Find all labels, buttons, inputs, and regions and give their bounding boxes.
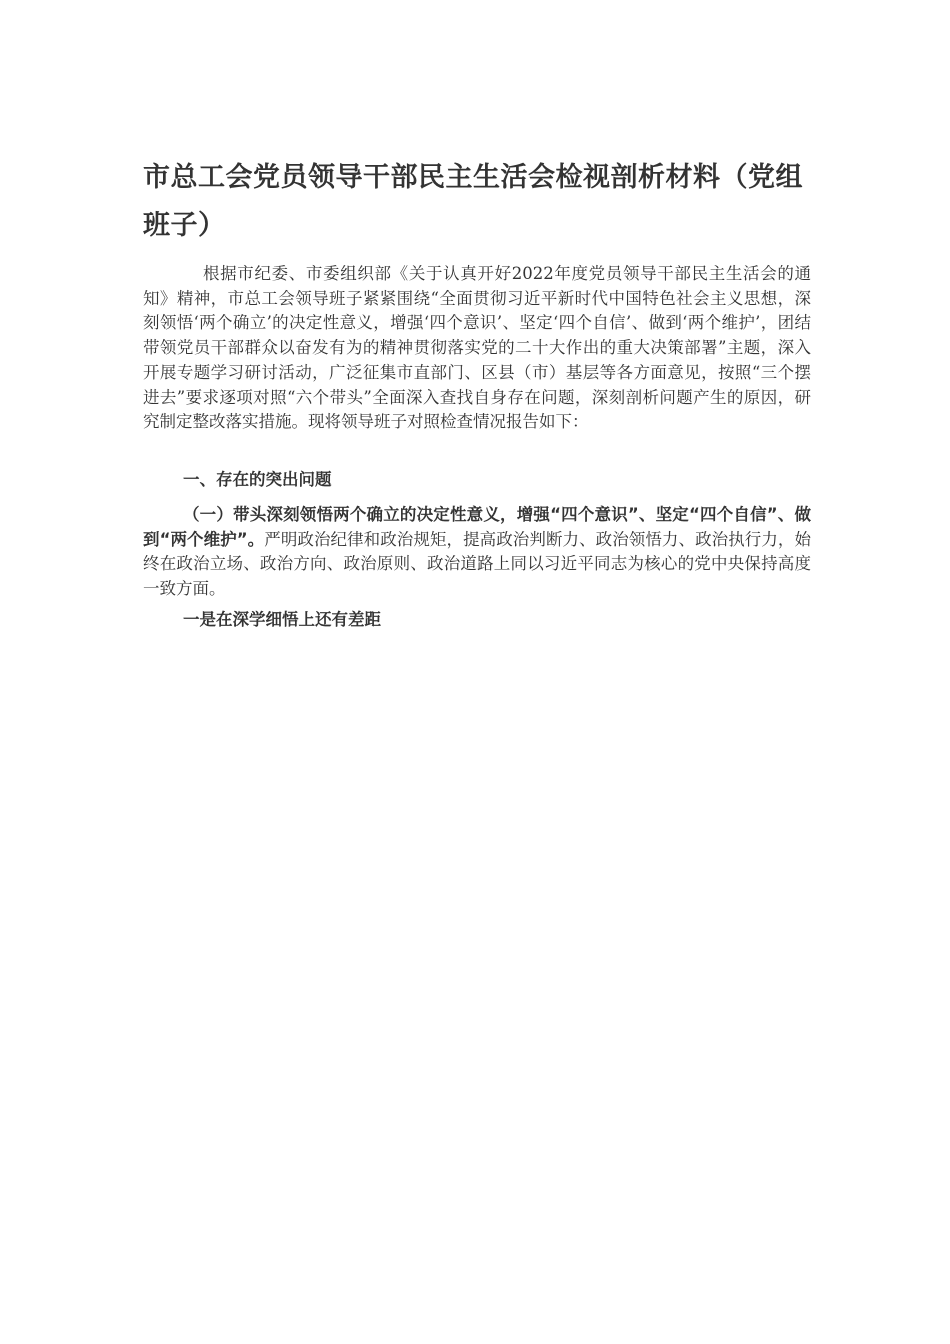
section-heading: 一、存在的突出问题 — [183, 470, 332, 489]
subsection-lead: （一）带头深刻领悟两个确立的决定性意义，增强“四个意识”、坚定“四个自信”、做到“两个维护”。 — [143, 505, 811, 549]
point-heading: 一是在深学细悟上还有差距 — [183, 610, 381, 629]
subsection-body: 严明政治纪律和政治规矩，提高政治判断力、政治领悟力、政治执行力，始终在政治立场、政治方向、政治原则、政治道路上同以习近平同志为核心的党中央保持高度一致方面。 — [143, 529, 811, 599]
subsection-paragraph — [143, 503, 811, 602]
document-title: 市总工会党员领导干部民主生活会检视剖析材料（党组班子） — [143, 162, 803, 241]
intro-paragraph: 根据市纪委、市委组织部《关于认真开好2022年度党员领导干部民主生活会的通知》精神，市总工会领导班子紧紧围绕“全面贯彻习近平新时代中国特色社会主义思想，深刻领悟‘两个确立’的决定性意义，增强‘四个意识’、坚定‘四个自信’、做到‘两个维护’，团结带领党员干部群众以奋发有为的精神贯彻落实党的二十大作出的重大决策部署”主题，深入开展专题学习研讨活动，广泛征集市直部门、区县（市）基层等各方面意见，按照“三个摆进去”要求逐项对照“六个带头”全面深入查找自身存在问题，深刻剖析问题产生的原因，研究制定整改落实措施。现将领导班子对照检查情况报告如下： — [143, 264, 811, 432]
